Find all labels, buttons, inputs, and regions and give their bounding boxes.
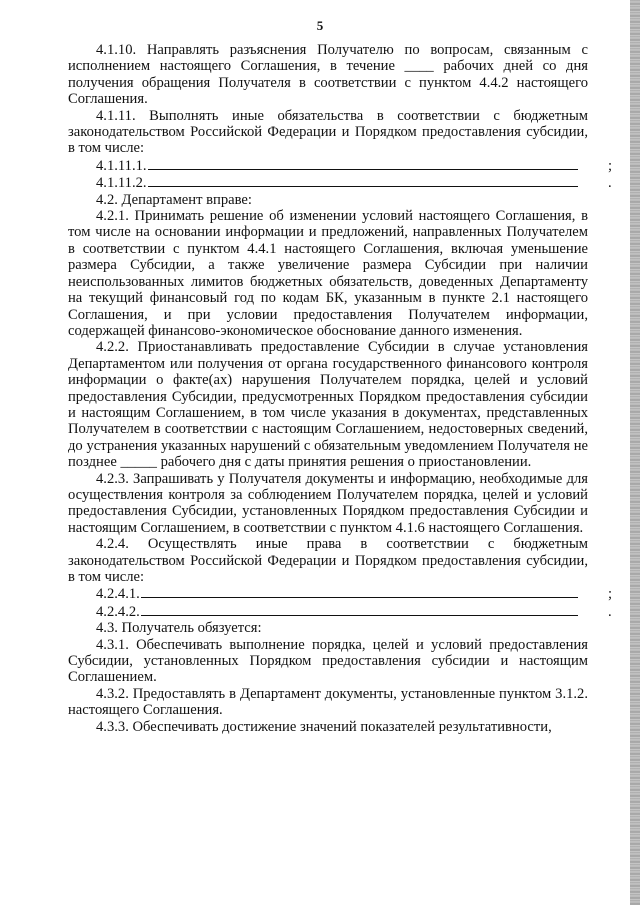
paragraph-4-2-1: 4.2.1. Принимать решение об изменении условий настоящего Соглашения, в том числе на основании информации и предложений, направленных Получателем в соответствии с пунктом 4.4.1 настоящего Соглашения, включая уменьшение размера Субсидии, а также увеличение размера Субсидии при наличии неиспользованных лимитов бюджетных обязательств, доведенных Департаменту на текущий финансовый год по кодам БК, указанным в пункте 2.1 настоящего Соглашения, и при условии предоставления Получателем информации, содержащей финансово-экономическое обоснование данного изменения. xyxy=(68,208,588,339)
scan-edge-artifact xyxy=(630,0,640,905)
fill-line-label: 4.2.4.1. xyxy=(96,586,140,603)
blank-underline xyxy=(148,174,578,187)
paragraph-4-2-2: 4.2.2. Приостанавливать предоставление Субсидии в случае установления Департаментом или получения от органа государственного финансового контроля информации о факте(ах) нарушения Получателем порядка, целей и условий предоставления Субсидии, предусмотренных Порядком предоставления субсидии и настоящим Соглашением, в том числе указания в документах, представленных Получателем в соответствии с настоящим Соглашением, недостоверных сведений, до устранения указанных нарушений с обязательным уведомлением Получателя не позднее _____ рабочего дня с даты принятия решения о приостановлении. xyxy=(68,339,588,471)
fill-line-4-1-11-2 xyxy=(68,174,612,192)
fill-line-end: . xyxy=(608,175,612,192)
fill-line-4-2-4-2 xyxy=(68,603,612,620)
paragraph-4-3-1: 4.3.1. Обеспечивать выполнение порядка, целей и условий предоставления Субсидии, установленных Порядком предоставления субсидии и настоящим Соглашением. xyxy=(68,636,588,686)
fill-line-end: ; xyxy=(608,157,613,174)
fill-line-4-1-11-1 xyxy=(68,157,613,174)
blank-underline xyxy=(141,585,578,598)
fill-line-end: ; xyxy=(608,586,613,603)
fill-line-4-2-4-1 xyxy=(68,585,613,603)
paragraph-4-1-11: 4.1.11. Выполнять иные обязательства в соответствии с бюджетным законодательством Российской Федерации и Порядком предоставления субсидии, в том числе: xyxy=(68,107,588,157)
paragraph-4-1-10: 4.1.10. Направлять разъяснения Получателю по вопросам, связанным с исполнением настоящего Соглашения, в течение ____ рабочих дней со дня получения обращения Получателя в соответствии с пунктом 4.4.2 настоящего Соглашения. xyxy=(68,42,588,108)
fill-line-end: . xyxy=(608,603,612,620)
section-4-3-heading: 4.3. Получатель обязуется: xyxy=(96,620,262,637)
paragraph-4-2-3: 4.2.3. Запрашивать у Получателя документы и информацию, необходимые для осуществления контроля за соблюдением Получателем порядка, целей и условий предоставления Субсидии, установленных Порядком предоставления Субсидии и настоящим Соглашением, в соответствии с пунктом 4.1.6 настоящего Соглашения. xyxy=(68,470,588,536)
document-body xyxy=(68,42,613,735)
paragraph-4-2-4: 4.2.4. Осуществлять иные права в соответствии с бюджетным законодательством Российской Федерации и Порядком предоставления субсидии, в том числе: xyxy=(68,536,588,585)
page-number: 5 xyxy=(316,18,324,33)
section-4-2-heading: 4.2. Департамент вправе: xyxy=(96,191,252,208)
paragraph-4-3-2: 4.3.2. Предоставлять в Департамент документы, установленные пунктом 3.1.2. настоящего Соглашения. xyxy=(68,685,588,719)
fill-line-label: 4.2.4.2. xyxy=(96,603,140,620)
blank-underline xyxy=(141,603,578,616)
paragraph-4-3-3: 4.3.3. Обеспечивать достижение значений показателей результативности, xyxy=(96,718,552,735)
blank-underline xyxy=(148,157,578,170)
fill-line-label: 4.1.11.1. xyxy=(96,157,147,174)
fill-line-label: 4.1.11.2. xyxy=(96,175,147,192)
